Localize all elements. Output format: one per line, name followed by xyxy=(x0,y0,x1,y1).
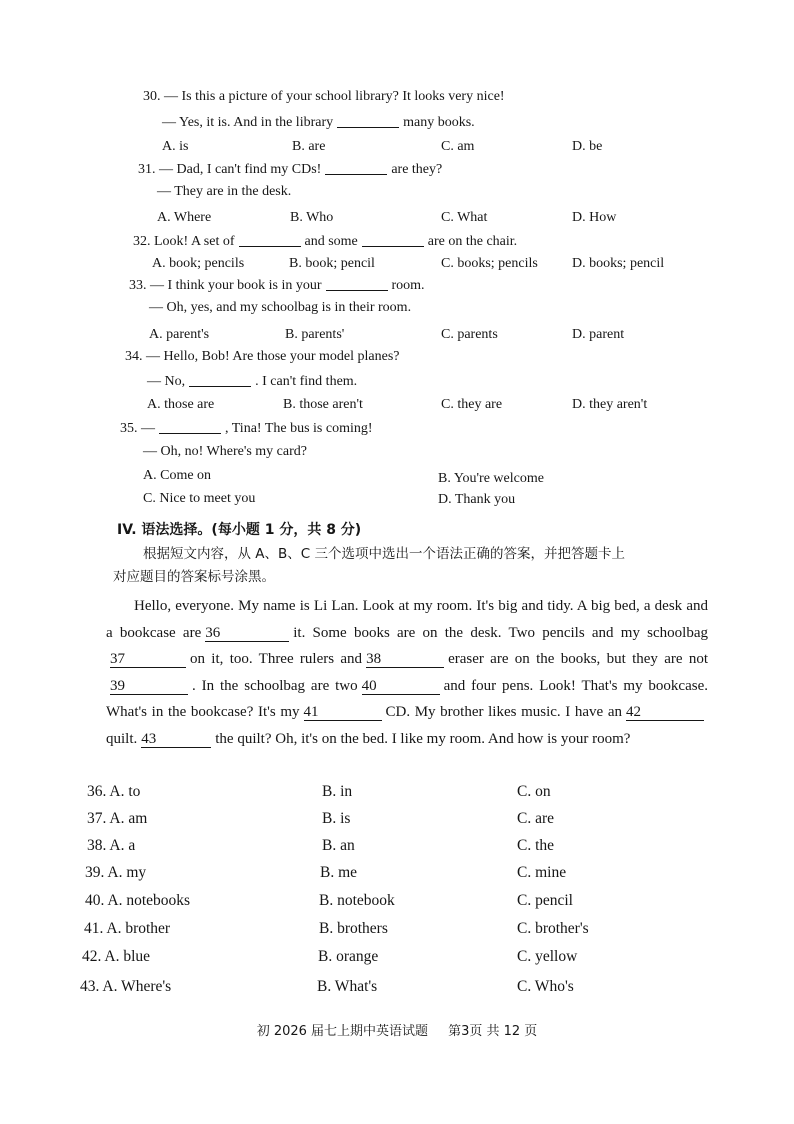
question-text: are on the chair. xyxy=(427,234,518,249)
passage-text: it. Some books are on the desk. Two pencils and my schoolbag xyxy=(293,624,709,641)
passage-text: and four pens. Look! That's my bookcase. What's in the bookcase? It's my xyxy=(106,677,708,720)
option-d: D. parent xyxy=(572,327,625,342)
blank-38: 38 xyxy=(366,651,444,668)
question-text: — Hello, Bob! Are those your model planes? xyxy=(146,349,400,364)
answer-blank xyxy=(326,276,388,291)
blank-41: 41 xyxy=(304,704,382,721)
question-text: and some xyxy=(304,234,358,249)
question-32 xyxy=(133,232,517,251)
question-number: 35. xyxy=(120,421,138,436)
blank-42: 42 xyxy=(626,704,704,721)
page-number: 第3页 共 12 页 xyxy=(448,1024,538,1039)
question-text: — I think your book is in your xyxy=(150,278,322,293)
option-d: D. books; pencil xyxy=(572,256,665,271)
q39-option-c: C. mine xyxy=(517,864,567,881)
section-instructions-line1: 根据短文内容，从 A、B、C 三个选项中选出一个语法正确的答案，并把答题卡上 xyxy=(143,546,626,562)
q39-option-a: 39. A. my xyxy=(85,864,147,881)
option-a: A. Come on xyxy=(143,468,212,483)
blank-40: 40 xyxy=(362,678,440,695)
answer-blank xyxy=(325,160,387,175)
question-33-line2: — Oh, yes, and my schoolbag is in their room. xyxy=(149,300,412,315)
q41-option-a: 41. A. brother xyxy=(84,920,171,937)
q42-option-a: 42. A. blue xyxy=(82,948,151,965)
q36-option-a: 36. A. to xyxy=(87,783,141,800)
passage-text: Hello, everyone. My name is Li Lan. Look at my room. It's big and tidy. A big bed, a desk and a bookcase are xyxy=(106,598,708,641)
option-a: A. Where xyxy=(157,210,212,225)
blank-37: 37 xyxy=(110,651,186,668)
question-text: — No, xyxy=(147,374,186,389)
section-instructions-line2: 对应题目的答案标号涂黑。 xyxy=(113,569,275,585)
q38-option-c: C. the xyxy=(517,837,555,854)
question-text: , Tina! The bus is coming! xyxy=(225,421,373,436)
question-text: — Dad, I can't find my CDs! xyxy=(159,162,322,177)
q40-option-b: B. notebook xyxy=(319,892,395,909)
q38-option-a: 38. A. a xyxy=(87,837,136,854)
question-30-line2 xyxy=(162,113,475,132)
option-c: C. What xyxy=(441,210,488,225)
question-text: are they? xyxy=(391,162,443,177)
option-b: B. those aren't xyxy=(283,397,363,412)
q40-option-a: 40. A. notebooks xyxy=(85,892,191,909)
passage-text: quilt. xyxy=(106,730,138,747)
question-number: 33. xyxy=(129,278,147,293)
passage-text: the quilt? Oh, it's on the bed. I like my room. And how is your room? xyxy=(215,730,631,747)
question-35 xyxy=(120,419,373,438)
q40-option-c: C. pencil xyxy=(517,892,573,909)
question-33 xyxy=(129,276,425,295)
option-b: B. are xyxy=(292,139,326,154)
option-d: D. be xyxy=(572,139,603,154)
answer-blank xyxy=(239,232,301,247)
answer-blank xyxy=(337,113,399,128)
option-d: D. Thank you xyxy=(438,492,516,507)
cloze-passage xyxy=(106,593,708,752)
option-b: B. Who xyxy=(290,210,334,225)
answer-blank xyxy=(362,232,424,247)
section-title: IV. 语法选择。(每小题 1 分，共 8 分) xyxy=(117,522,362,538)
page-footer xyxy=(0,1020,794,1039)
question-30 xyxy=(143,88,505,106)
option-a: A. book; pencils xyxy=(152,256,245,271)
blank-39: 39 xyxy=(110,678,188,695)
blank-36: 36 xyxy=(205,625,289,642)
q37-option-b: B. is xyxy=(322,810,351,827)
option-d: D. they aren't xyxy=(572,397,648,412)
question-text: — Is this a picture of your school library? It looks very nice! xyxy=(164,89,505,104)
question-text: room. xyxy=(391,278,425,293)
question-31 xyxy=(138,160,442,179)
option-b: B. parents' xyxy=(285,327,345,342)
q41-option-c: C. brother's xyxy=(517,920,589,937)
option-b: B. You're welcome xyxy=(438,471,544,486)
question-number: 34. xyxy=(125,349,143,364)
q42-option-b: B. orange xyxy=(318,948,379,965)
passage-text: eraser are on the books, but they are not xyxy=(448,651,709,667)
q37-option-a: 37. A. am xyxy=(87,810,148,827)
question-text: many books. xyxy=(403,115,475,130)
question-text: Look! A set of xyxy=(154,234,235,249)
option-c: C. Nice to meet you xyxy=(143,491,256,506)
question-34-line2 xyxy=(147,372,357,391)
answer-blank xyxy=(159,419,221,434)
q36-option-b: B. in xyxy=(322,783,353,800)
q43-option-c: C. Who's xyxy=(517,978,574,995)
q43-option-b: B. What's xyxy=(317,978,378,995)
q38-option-b: B. an xyxy=(322,837,355,854)
question-number: 30. xyxy=(143,89,161,104)
question-text: — xyxy=(141,421,155,436)
passage-text: . In the schoolbag are two xyxy=(192,677,358,694)
footer-title: 初 2026 届七上期中英语试题 xyxy=(256,1024,429,1039)
option-c: C. am xyxy=(441,139,475,154)
question-31-line2: — They are in the desk. xyxy=(157,184,292,199)
q39-option-b: B. me xyxy=(320,864,358,881)
question-text: . I can't find them. xyxy=(255,374,358,389)
q36-option-c: C. on xyxy=(517,783,551,800)
question-number: 31. xyxy=(138,162,156,177)
option-d: D. How xyxy=(572,210,617,225)
passage-text: CD. My brother likes music. I have an xyxy=(385,704,623,720)
q42-option-c: C. yellow xyxy=(517,948,578,965)
option-c: C. books; pencils xyxy=(441,256,538,271)
q37-option-c: C. are xyxy=(517,810,555,827)
question-35-line2: — Oh, no! Where's my card? xyxy=(143,444,307,459)
question-text: — Yes, it is. And in the library xyxy=(162,115,334,130)
q43-option-a: 43. A. Where's xyxy=(80,978,172,995)
blank-43: 43 xyxy=(141,731,211,748)
option-a: A. is xyxy=(162,139,189,154)
question-34 xyxy=(125,348,400,366)
passage-text: on it, too. Three rulers and xyxy=(190,651,363,667)
option-a: A. those are xyxy=(147,397,215,412)
option-c: C. parents xyxy=(441,327,498,342)
question-number: 32. xyxy=(133,234,151,249)
option-b: B. book; pencil xyxy=(289,256,375,271)
option-c: C. they are xyxy=(441,397,503,412)
answer-blank xyxy=(189,372,251,387)
q41-option-b: B. brothers xyxy=(319,920,388,937)
option-a: A. parent's xyxy=(149,327,210,342)
